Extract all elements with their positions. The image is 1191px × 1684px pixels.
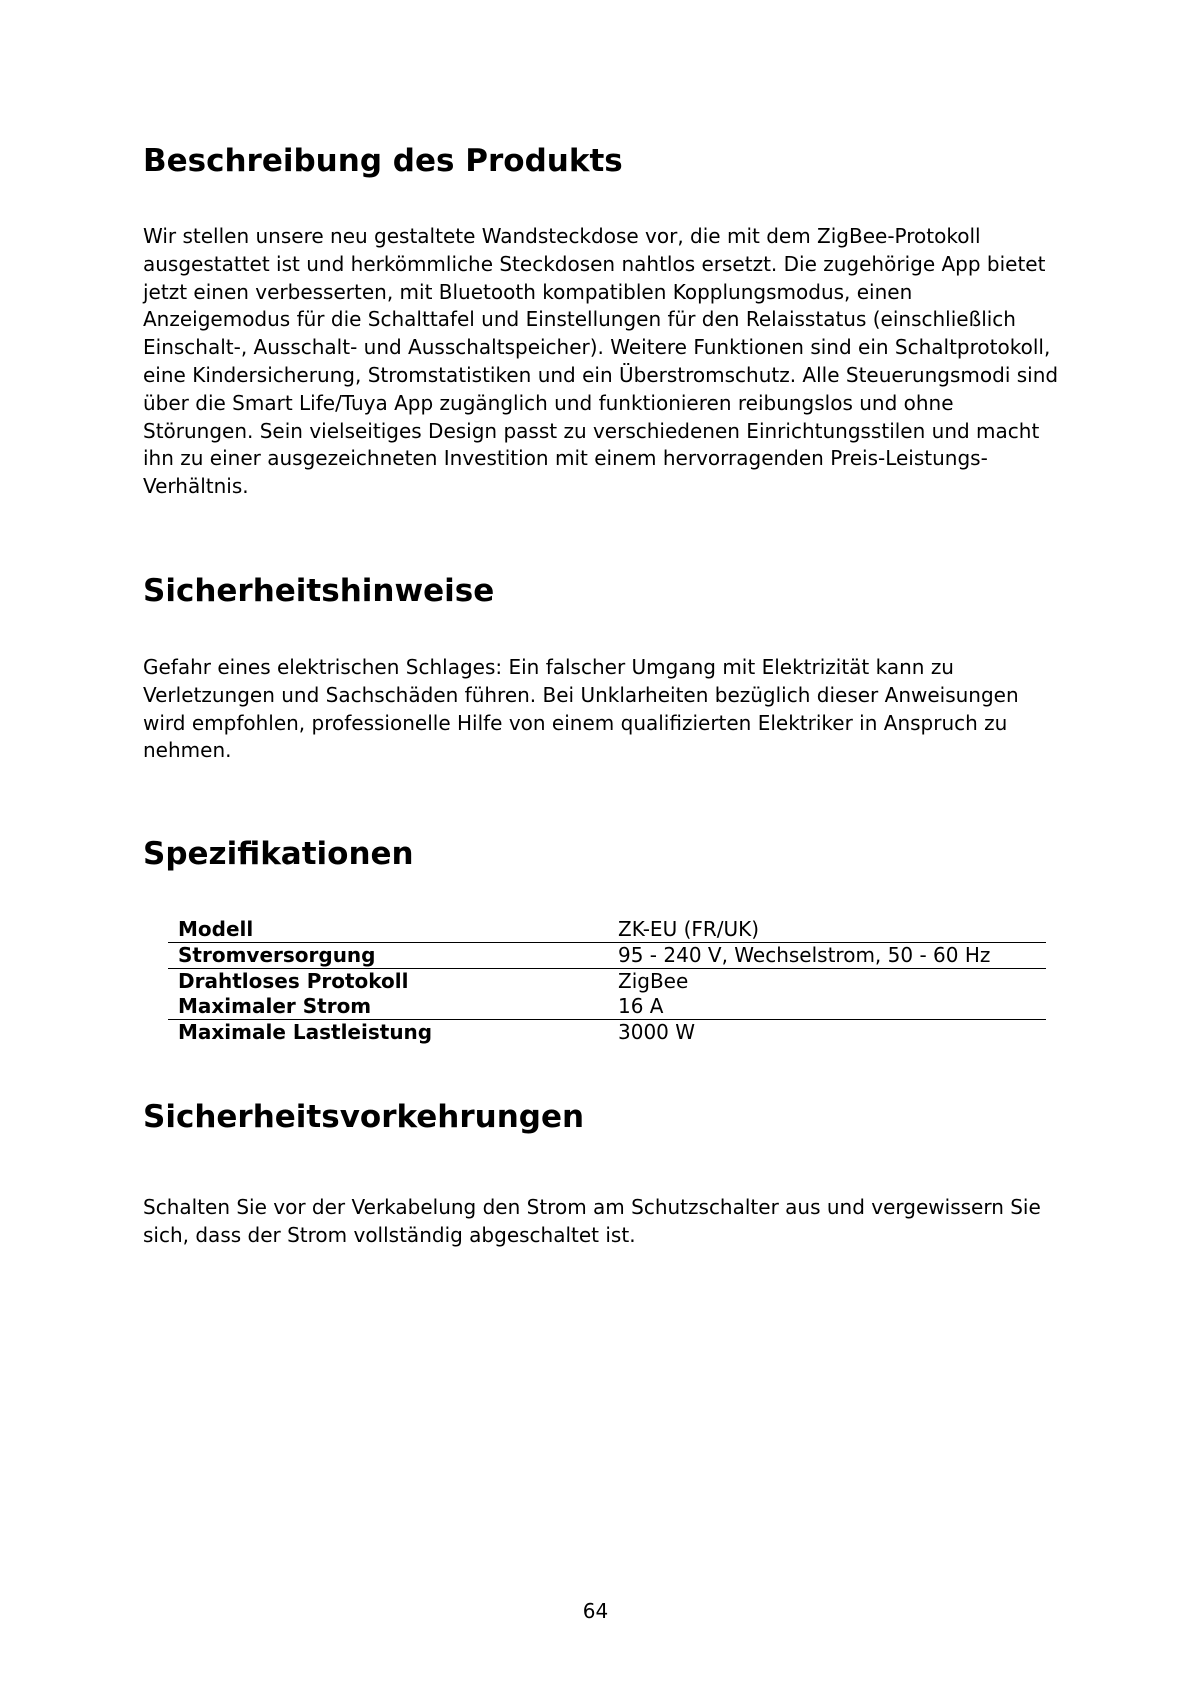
table-row [168, 969, 1046, 995]
section-heading-description: Beschreibung des Produkts [143, 143, 623, 179]
table-row [168, 994, 1046, 1020]
section-heading-precautions: Sicherheitsvorkehrungen [143, 1099, 585, 1135]
table-row [168, 917, 1046, 943]
section-heading-specs: Spezifikationen [143, 836, 414, 872]
precautions-paragraph: Schalten Sie vor der Verkabelung den Strom am Schutzschalter aus und vergewissern Sie sich, dass der Strom vollständig abgeschaltet ist. [143, 1195, 1041, 1247]
table-row [168, 943, 1046, 969]
description-paragraph: Wir stellen unsere neu gestaltete Wandsteckdose vor, die mit dem ZigBee-Protokoll ausgestattet ist und herkömmliche Steckdosen nahtlos ersetzt. Die zugehörige App bietet jetzt einen verbesserten, mit Bluetooth kompatiblen Kopplungsmodus, einen Anzeigemodus für die Schalttafel und Einstellungen für den Relaisstatus (einschließlich Einschalt-, Ausschalt- und Ausschaltspeicher). Weitere Funktionen sind ein Schaltprotokoll, eine Kindersicherung, Stromstatistiken und ein Überstromschutz. Alle Steuerungsmodi sind über die Smart Life/Tuya App zugänglich und funktionieren reibungslos und ohne Störungen. Sein vielseitiges Design passt zu verschiedenen Einrichtungsstilen und macht ihn zu einer ausgezeichneten Investition mit einem hervorragenden Preis-Leistungs-Verhältnis. [143, 224, 1059, 499]
spec-label: Drahtloses Protokoll [178, 969, 409, 993]
page-number: 64 [582, 1599, 609, 1623]
safety-paragraph: Gefahr eines elektrischen Schlages: Ein falscher Umgang mit Elektrizität kann zu Verletzungen und Sachschäden führen. Bei Unklarheiten bezüglich dieser Anweisungen wird empfohlen, professionelle Hilfe von einem qualifizierten Elektriker in Anspruch zu nehmen. [143, 655, 1019, 763]
specs-table [168, 917, 1046, 1045]
spec-value: 95 - 240 V, Wechselstrom, 50 - 60 Hz [608, 943, 1046, 969]
spec-label: Stromversorgung [168, 943, 608, 969]
section-heading-safety: Sicherheitshinweise [143, 573, 495, 609]
spec-value: ZK-EU (FR/UK) [608, 917, 1046, 943]
spec-label: Maximale Lastleistung [178, 1020, 433, 1044]
table-row [168, 1020, 1046, 1046]
spec-value: ZigBee [618, 969, 689, 993]
spec-label: Modell [168, 917, 608, 943]
spec-value: 3000 W [618, 1020, 696, 1044]
spec-value: 16 A [608, 994, 1046, 1020]
spec-label: Maximaler Strom [168, 994, 608, 1020]
